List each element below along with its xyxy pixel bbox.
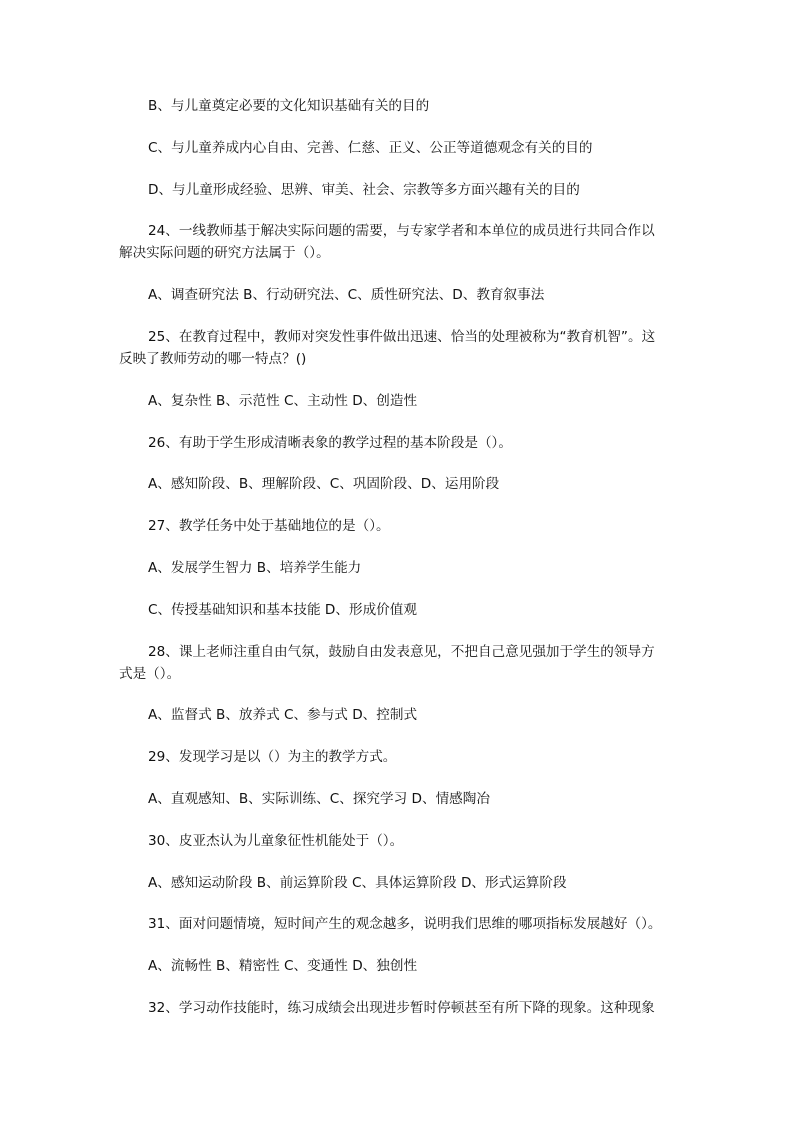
- paragraph-line: A、感知运动阶段 B、前运算阶段 C、具体运算阶段 D、形式运算阶段: [148, 874, 567, 891]
- document-paragraph: [119, 284, 689, 306]
- document-paragraph: [119, 220, 689, 264]
- document-paragraph: [119, 830, 689, 852]
- document-paragraph: [119, 704, 689, 726]
- paragraph-line: D、与儿童形成经验、思辨、审美、社会、宗教等多方面兴趣有关的目的: [148, 181, 580, 198]
- document-paragraph: [119, 95, 689, 117]
- paragraph-line: 29、发现学习是以（）为主的教学方式。: [148, 749, 397, 766]
- document-paragraph: [119, 179, 689, 201]
- paragraph-line: C、与儿童养成内心自由、完善、仁慈、正义、公正等道德观念有关的目的: [148, 139, 593, 156]
- paragraph-line: B、与儿童奠定必要的文化知识基础有关的目的: [148, 98, 430, 114]
- paragraph-line: A、复杂性 B、示范性 C、主动性 D、创造性: [148, 392, 418, 409]
- paragraph-line: C、传授基础知识和基本技能 D、形成价值观: [148, 601, 417, 618]
- paragraph-line: A、监督式 B、放养式 C、参与式 D、控制式: [148, 707, 418, 724]
- document-paragraph: [119, 326, 689, 370]
- paragraph-line: 25、在教育过程中，教师对突发性事件做出迅速、恰当的处理被称为“教育机智”。这: [148, 328, 656, 345]
- document-paragraph: [119, 788, 689, 810]
- paragraph-line: 32、学习动作技能时，练习成绩会出现进步暂时停顿甚至有所下降的现象。这种现象: [148, 999, 655, 1016]
- document-page: [119, 95, 689, 1039]
- paragraph-line: 解决实际问题的研究方法属于（）。: [119, 245, 330, 262]
- paragraph-line: 31、面对问题情境，短时间产生的观念越多，说明我们思维的哪项指标发展越好（）。: [148, 916, 662, 933]
- document-paragraph: [119, 557, 689, 579]
- paragraph-line: 式是（）。: [119, 665, 181, 682]
- paragraph-line: 26、有助于学生形成清晰表象的教学过程的基本阶段是（）。: [148, 434, 512, 451]
- paragraph-line: 24、一线教师基于解决实际问题的需要，与专家学者和本单位的成员进行共同合作以: [148, 223, 655, 240]
- paragraph-line: 反映了教师劳动的哪一特点？(): [119, 350, 307, 367]
- document-paragraph: [119, 432, 689, 454]
- document-paragraph: [119, 515, 689, 537]
- document-paragraph: [119, 955, 689, 977]
- document-paragraph: [119, 473, 689, 495]
- paragraph-line: A、直观感知、B、实际训练、C、探究学习 D、情感陶冶: [148, 790, 490, 807]
- document-paragraph: [119, 913, 689, 935]
- document-paragraph: [119, 137, 689, 159]
- document-paragraph: [119, 641, 689, 685]
- document-paragraph: [119, 872, 689, 894]
- paragraph-line: A、发展学生智力 B、培养学生能力: [148, 559, 362, 576]
- paragraph-line: A、调查研究法 B、行动研究法、C、质性研究法、D、教育叙事法: [148, 287, 545, 304]
- paragraph-line: A、感知阶段、B、理解阶段、C、巩固阶段、D、运用阶段: [148, 476, 500, 493]
- paragraph-line: A、流畅性 B、精密性 C、变通性 D、独创性: [148, 958, 418, 975]
- paragraph-line: 27、教学任务中处于基础地位的是（）。: [148, 518, 390, 535]
- paragraph-line: 30、皮亚杰认为儿童象征性机能处于（）。: [148, 832, 404, 849]
- document-paragraph: [119, 997, 689, 1019]
- document-paragraph: [119, 599, 689, 621]
- paragraph-line: 28、课上老师注重自由气氛，鼓励自由发表意见，不把自己意见强加于学生的领导方: [148, 643, 655, 660]
- document-paragraph: [119, 746, 689, 768]
- document-paragraph: [119, 390, 689, 412]
